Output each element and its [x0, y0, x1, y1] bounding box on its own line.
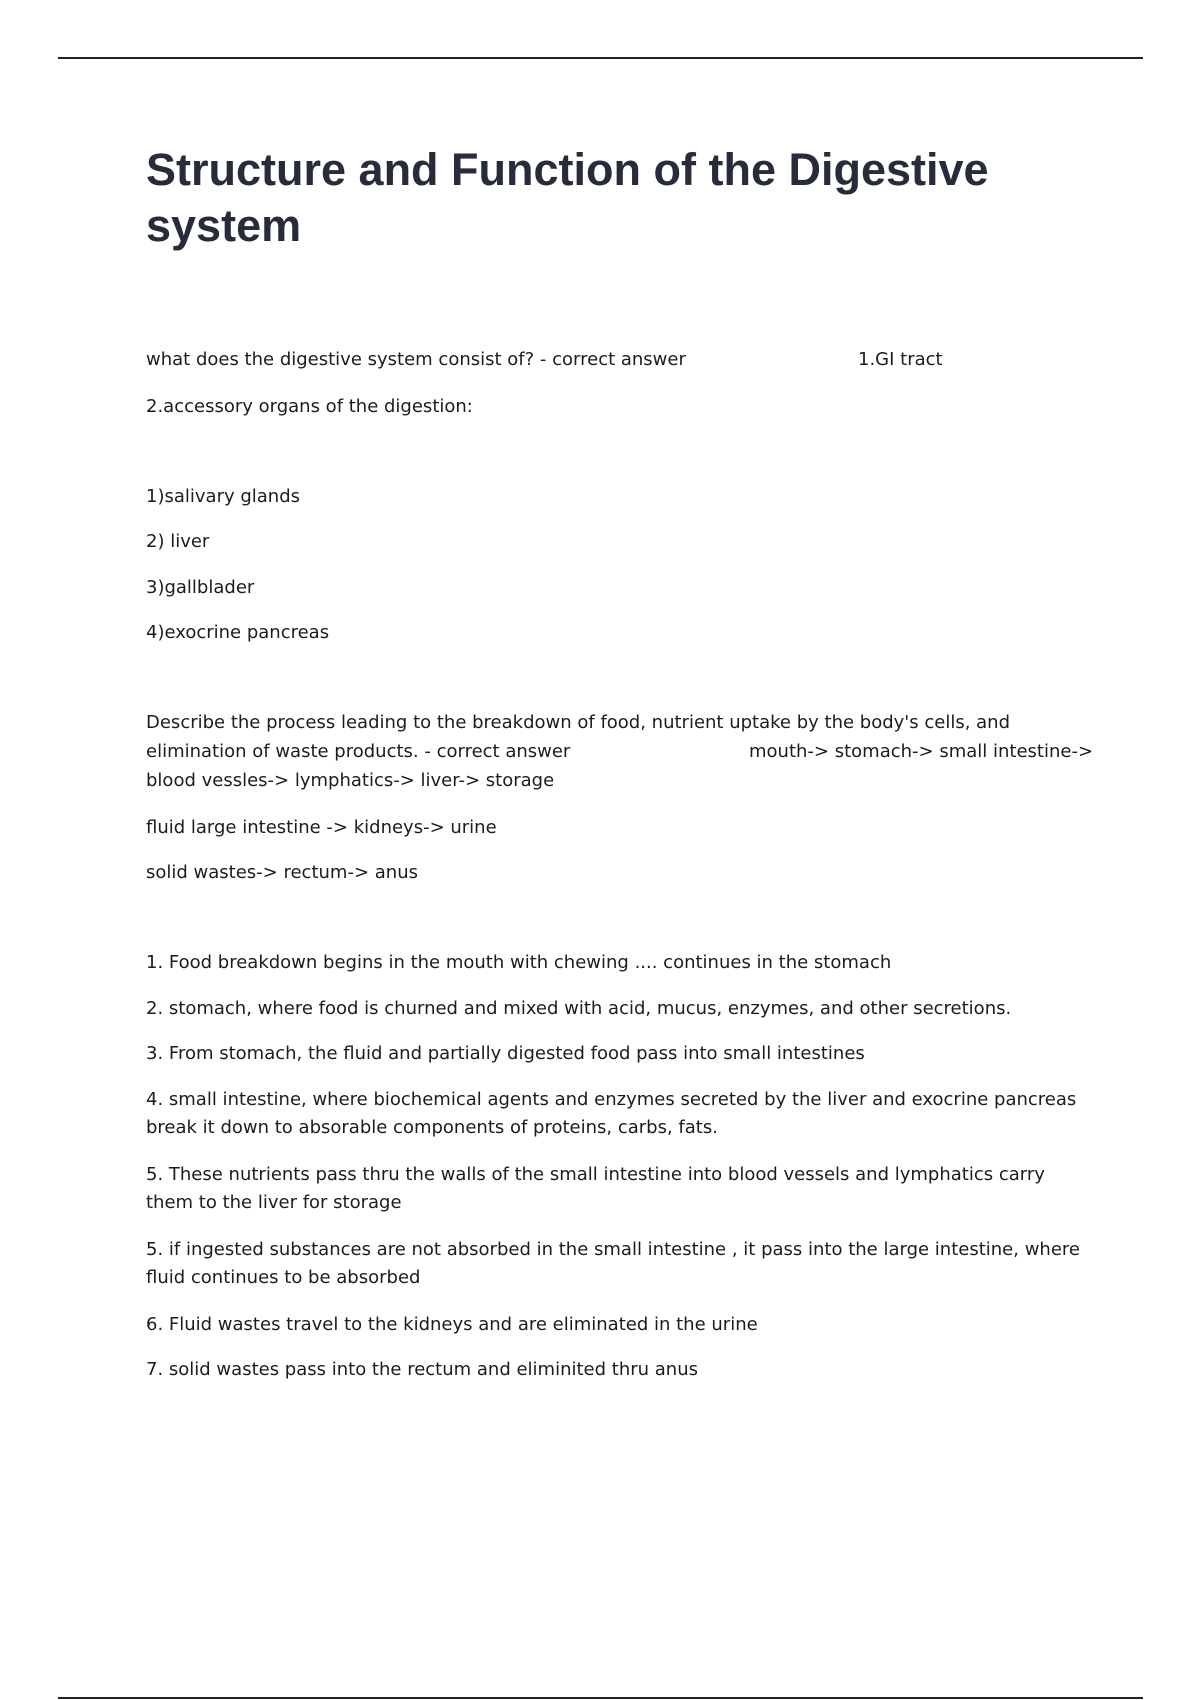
- answer-line: 4)exocrine pancreas: [146, 622, 330, 643]
- step-item: 7. solid wastes pass into the rectum and eliminited thru anus: [146, 1359, 698, 1380]
- step-item: 1. Food breakdown begins in the mouth with chewing .... continues in the stomach: [146, 952, 892, 973]
- step-item: 4. small intestine, where biochemical agents and enzymes secreted by the liver and exocrine pancreas break it down to absorable components of proteins, carbs, fats.: [146, 1089, 1077, 1138]
- page-title: Structure and Function of the Digestive system: [146, 144, 989, 251]
- question-2-answer-cont: blood vessles-> lymphatics-> liver-> storage: [146, 770, 555, 791]
- answer-line: solid wastes-> rectum-> anus: [146, 862, 418, 883]
- question-2-line-2: elimination of waste products. - correct answer: [146, 741, 571, 762]
- answer-line: 3)gallblader: [146, 577, 255, 598]
- answer-line: fluid large intestine -> kidneys-> urine: [146, 817, 497, 838]
- answer-line: 1)salivary glands: [146, 486, 301, 507]
- question-2-answer-first: mouth-> stomach-> small intestine->: [749, 741, 1094, 762]
- step-item: 6. Fluid wastes travel to the kidneys and are eliminated in the urine: [146, 1314, 758, 1335]
- step-item: 3. From stomach, the fluid and partially digested food pass into small intestines: [146, 1043, 865, 1064]
- question-1-text: what does the digestive system consist of? - correct answer: [146, 349, 686, 370]
- question-1-answer-first: 1.GI tract: [858, 349, 943, 370]
- step-item: 5. These nutrients pass thru the walls of the small intestine into blood vessels and lymphatics carry them to the liver for storage: [146, 1164, 1045, 1213]
- answer-line: 2) liver: [146, 531, 210, 552]
- top-rule: [58, 57, 1143, 59]
- answer-line: 2.accessory organs of the digestion:: [146, 396, 473, 417]
- step-item: 5. if ingested substances are not absorbed in the small intestine , it pass into the large intestine, where fluid continues to be absorbed: [146, 1239, 1080, 1288]
- bottom-rule: [58, 1697, 1143, 1699]
- step-item: 2. stomach, where food is churned and mixed with acid, mucus, enzymes, and other secretions.: [146, 998, 1012, 1019]
- question-2-line-1: Describe the process leading to the breakdown of food, nutrient uptake by the body's cells, and: [146, 712, 1010, 733]
